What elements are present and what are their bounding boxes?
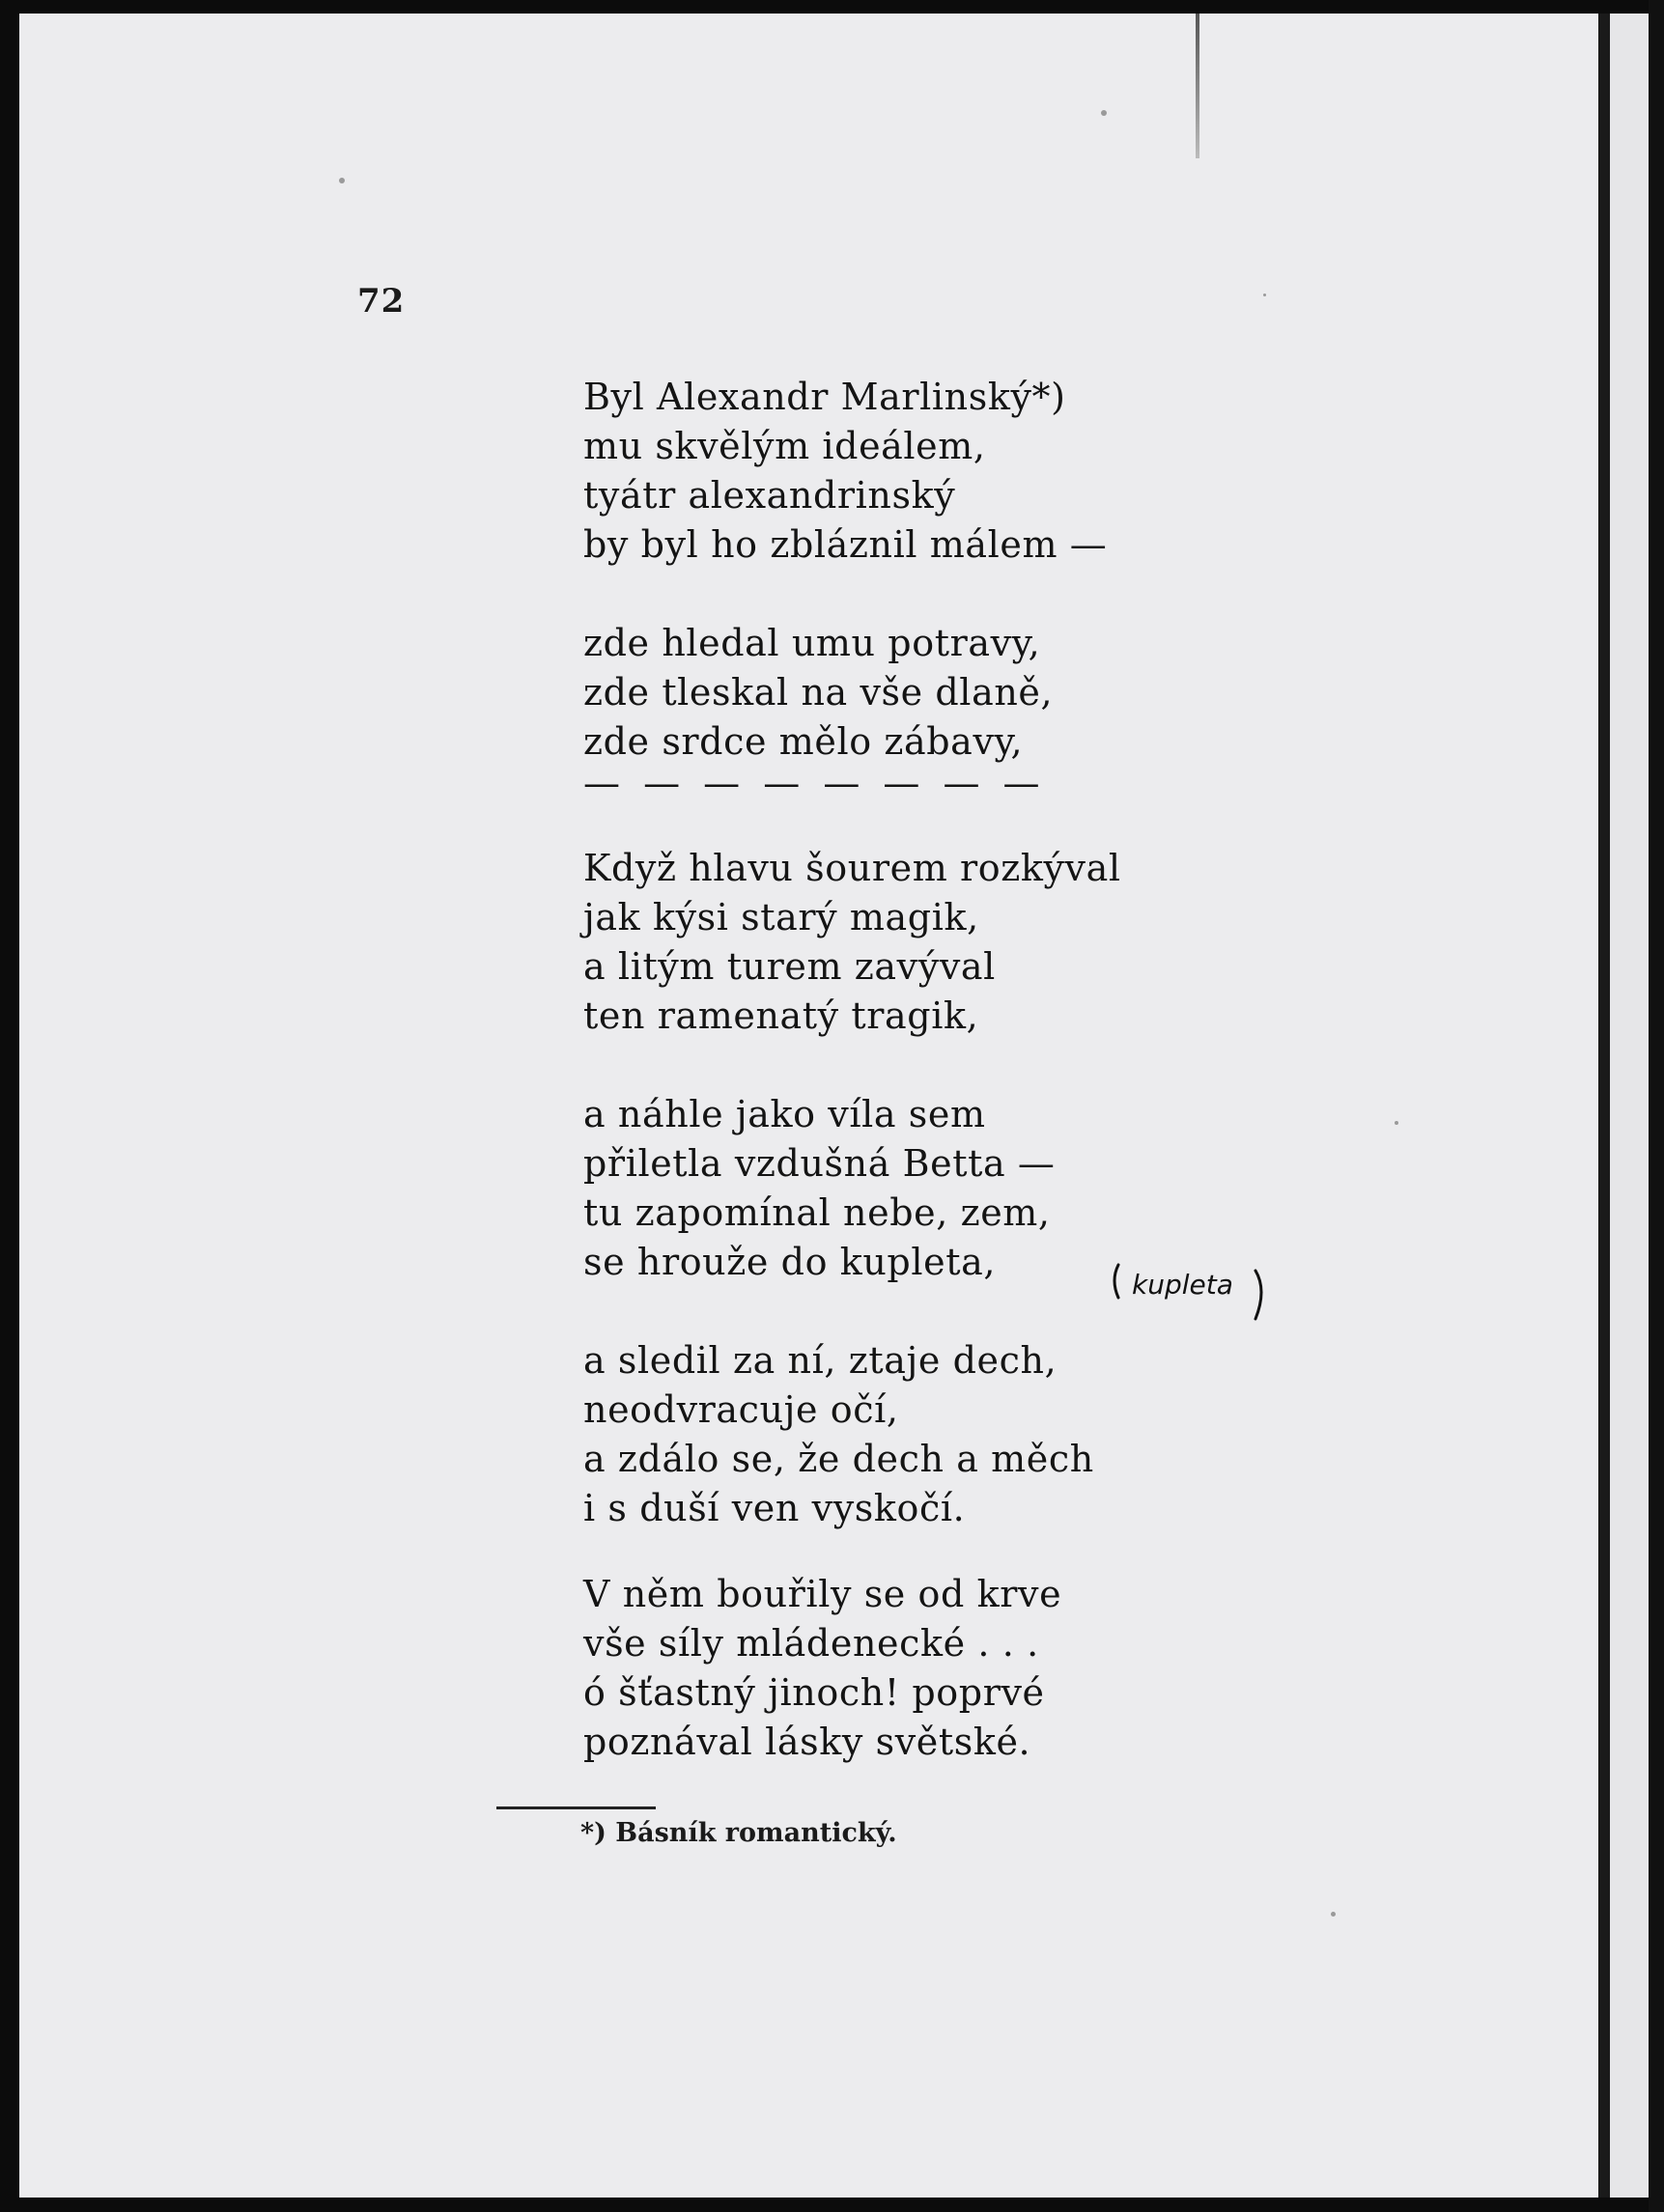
page-edge xyxy=(1598,14,1610,2198)
poem-line: zde srdce mělo zábavy, xyxy=(583,720,1024,763)
handwritten-margin-note xyxy=(1111,1259,1275,1327)
book-page xyxy=(19,14,1598,2198)
stanza-6 xyxy=(583,1570,1121,1767)
poem-line: zde tleskal na vše dlaně, xyxy=(583,671,1054,714)
paper-speck xyxy=(1331,1912,1336,1917)
poem-line: a sledil za ní, ztaje dech, xyxy=(583,1339,1058,1382)
footnote: *) Básník romantický. xyxy=(580,1818,897,1848)
poem-line: neodvracuje očí, xyxy=(583,1388,899,1431)
scan-border xyxy=(1649,0,1664,2212)
stanza-5 xyxy=(583,1336,1121,1533)
paper-speck xyxy=(1101,110,1107,116)
paper-speck xyxy=(1263,294,1266,296)
paper-speck xyxy=(1395,1121,1398,1125)
poem-line: zde hledal umu potravy, xyxy=(583,622,1041,664)
poem-line: tu zapomínal nebe, zem, xyxy=(583,1191,1051,1234)
poem-line: by byl ho zbláznil málem — xyxy=(583,523,1108,566)
scan-mark xyxy=(1196,14,1199,158)
poem-line: V něm bouřily se od krve xyxy=(583,1573,1062,1615)
stanza-1 xyxy=(583,373,1121,570)
poem-line: a litým turem zavýval xyxy=(583,945,996,988)
poem-line: mu skvělým ideálem, xyxy=(583,425,986,467)
poem-line: i s duší ven vyskočí. xyxy=(583,1487,966,1529)
poem xyxy=(583,373,1121,1816)
footnote-rule xyxy=(496,1806,656,1809)
poem-line: a zdálo se, že dech a měch xyxy=(583,1438,1094,1480)
poem-line: a náhle jako víla sem xyxy=(583,1093,986,1135)
poem-line: Když hlavu šourem rozkýval xyxy=(583,847,1121,889)
poem-line: vše síly mládenecké . . . xyxy=(583,1622,1039,1665)
next-page-strip xyxy=(1610,14,1649,2198)
poem-line: poznával lásky světské. xyxy=(583,1721,1031,1763)
poem-line: ten ramenatý tragik, xyxy=(583,994,979,1037)
poem-line: se hrouže do kupleta, xyxy=(583,1241,997,1283)
poem-line: Byl Alexandr Marlinský*) xyxy=(583,376,1066,418)
poem-line: ó šťastný jinoch! poprvé xyxy=(583,1671,1045,1714)
margin-note-text: kupleta xyxy=(1132,1269,1233,1301)
omission-dashes: — — — — — — — — xyxy=(583,762,1046,804)
stanza-4 xyxy=(583,1090,1121,1287)
poem-line: přiletla vzdušná Betta — xyxy=(583,1142,1056,1185)
poem-line: jak kýsi starý magik, xyxy=(583,896,979,938)
stanza-3 xyxy=(583,844,1121,1041)
poem-line: tyátr alexandrinský xyxy=(583,474,956,517)
stanza-2 xyxy=(583,619,1121,804)
paper-speck xyxy=(339,178,345,183)
page-number: 72 xyxy=(357,282,406,321)
